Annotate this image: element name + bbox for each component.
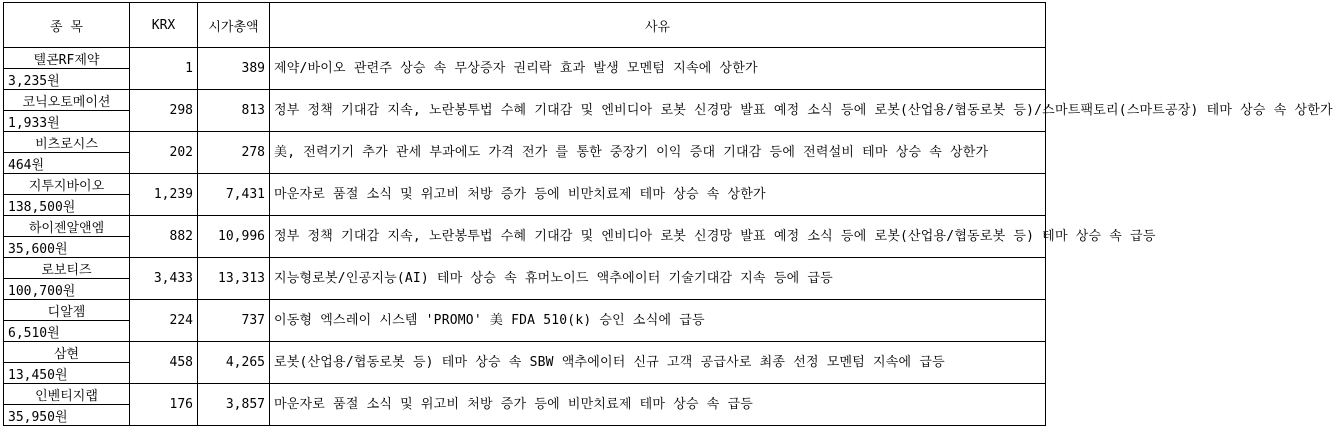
table-row	[4, 258, 1046, 279]
table-row	[4, 48, 1046, 69]
market-cap: 278	[198, 132, 270, 174]
stock-name: 텔콘RF제약	[4, 48, 130, 69]
market-cap: 737	[198, 300, 270, 342]
krx-rank: 202	[130, 132, 198, 174]
table-row	[4, 300, 1046, 321]
stock-price: 35,600원	[4, 237, 130, 258]
header-reason: 사유	[270, 3, 1046, 48]
table-body	[4, 48, 1333, 426]
reason-text: 정부 정책 기대감 지속, 노란봉투법 수혜 기대감 및 엔비디아 로봇 신경망 발표 예정 소식 등에 로봇(산업용/협동로봇 등)/스마트팩토리(스마트공장) 테마 상승 속 상한가	[270, 90, 1046, 132]
market-cap: 813	[198, 90, 270, 132]
table-row	[4, 174, 1046, 195]
krx-rank: 176	[130, 384, 198, 426]
market-cap: 3,857	[198, 384, 270, 426]
krx-rank: 224	[130, 300, 198, 342]
stock-price: 138,500원	[4, 195, 130, 216]
krx-rank: 882	[130, 216, 198, 258]
reason-text: 마운자로 품절 소식 및 위고비 처방 증가 등에 비만치료제 테마 상승 속 급등	[270, 384, 1046, 426]
stock-name: 코닉오토메이션	[4, 90, 130, 111]
reason-text: 제약/바이오 관련주 상승 속 무상증자 권리락 효과 발생 모멘텀 지속에 상한가	[270, 48, 1046, 90]
reason-text: 지능형로봇/인공지능(AI) 테마 상승 속 휴머노이드 액추에이터 기술기대감 지속 등에 급등	[270, 258, 1046, 300]
stock-price: 13,450원	[4, 363, 130, 384]
market-cap: 4,265	[198, 342, 270, 384]
krx-rank: 1	[130, 48, 198, 90]
krx-rank: 298	[130, 90, 198, 132]
stock-name: 하이젠알앤엠	[4, 216, 130, 237]
stock-name: 삼현	[4, 342, 130, 363]
stock-price: 35,950원	[4, 405, 130, 426]
market-cap: 389	[198, 48, 270, 90]
header-krx: KRX	[130, 3, 198, 48]
stock-table	[3, 2, 1333, 426]
stock-name: 비츠로시스	[4, 132, 130, 153]
krx-rank: 458	[130, 342, 198, 384]
table-row	[4, 342, 1046, 363]
stock-price: 100,700원	[4, 279, 130, 300]
stock-price: 3,235원	[4, 69, 130, 90]
market-cap: 13,313	[198, 258, 270, 300]
table-header-row	[4, 3, 1046, 48]
stock-name: 지투지바이오	[4, 174, 130, 195]
reason-text: 이동형 엑스레이 시스템 'PROMO' 美 FDA 510(k) 승인 소식에 급등	[270, 300, 1046, 342]
reason-text: 정부 정책 기대감 지속, 노란봉투법 수혜 기대감 및 엔비디아 로봇 신경망 발표 예정 소식 등에 로봇(산업용/협동로봇 등) 테마 상승 속 급등	[270, 216, 1046, 258]
reason-text: 美, 전력기기 추가 관세 부과에도 가격 전가 를 통한 중장기 이익 증대 기대감 등에 전력설비 테마 상승 속 상한가	[270, 132, 1046, 174]
stock-name: 디알젬	[4, 300, 130, 321]
table-row	[4, 90, 1046, 111]
reason-text: 마운자로 품절 소식 및 위고비 처방 증가 등에 비만치료제 테마 상승 속 상한가	[270, 174, 1046, 216]
table-row	[4, 132, 1046, 153]
stock-price: 6,510원	[4, 321, 130, 342]
header-market-cap: 시가총액	[198, 3, 270, 48]
krx-rank: 3,433	[130, 258, 198, 300]
krx-rank: 1,239	[130, 174, 198, 216]
reason-text: 로봇(산업용/협동로봇 등) 테마 상승 속 SBW 액추에이터 신규 고객 공급사로 최종 선정 모멘텀 지속에 급등	[270, 342, 1046, 384]
stock-price: 464원	[4, 153, 130, 174]
market-cap: 7,431	[198, 174, 270, 216]
stock-price: 1,933원	[4, 111, 130, 132]
header-name: 종 목	[4, 3, 130, 48]
stock-name: 인벤티지랩	[4, 384, 130, 405]
table-row	[4, 216, 1046, 237]
market-cap: 10,996	[198, 216, 270, 258]
stock-name: 로보티즈	[4, 258, 130, 279]
table-row	[4, 384, 1046, 405]
